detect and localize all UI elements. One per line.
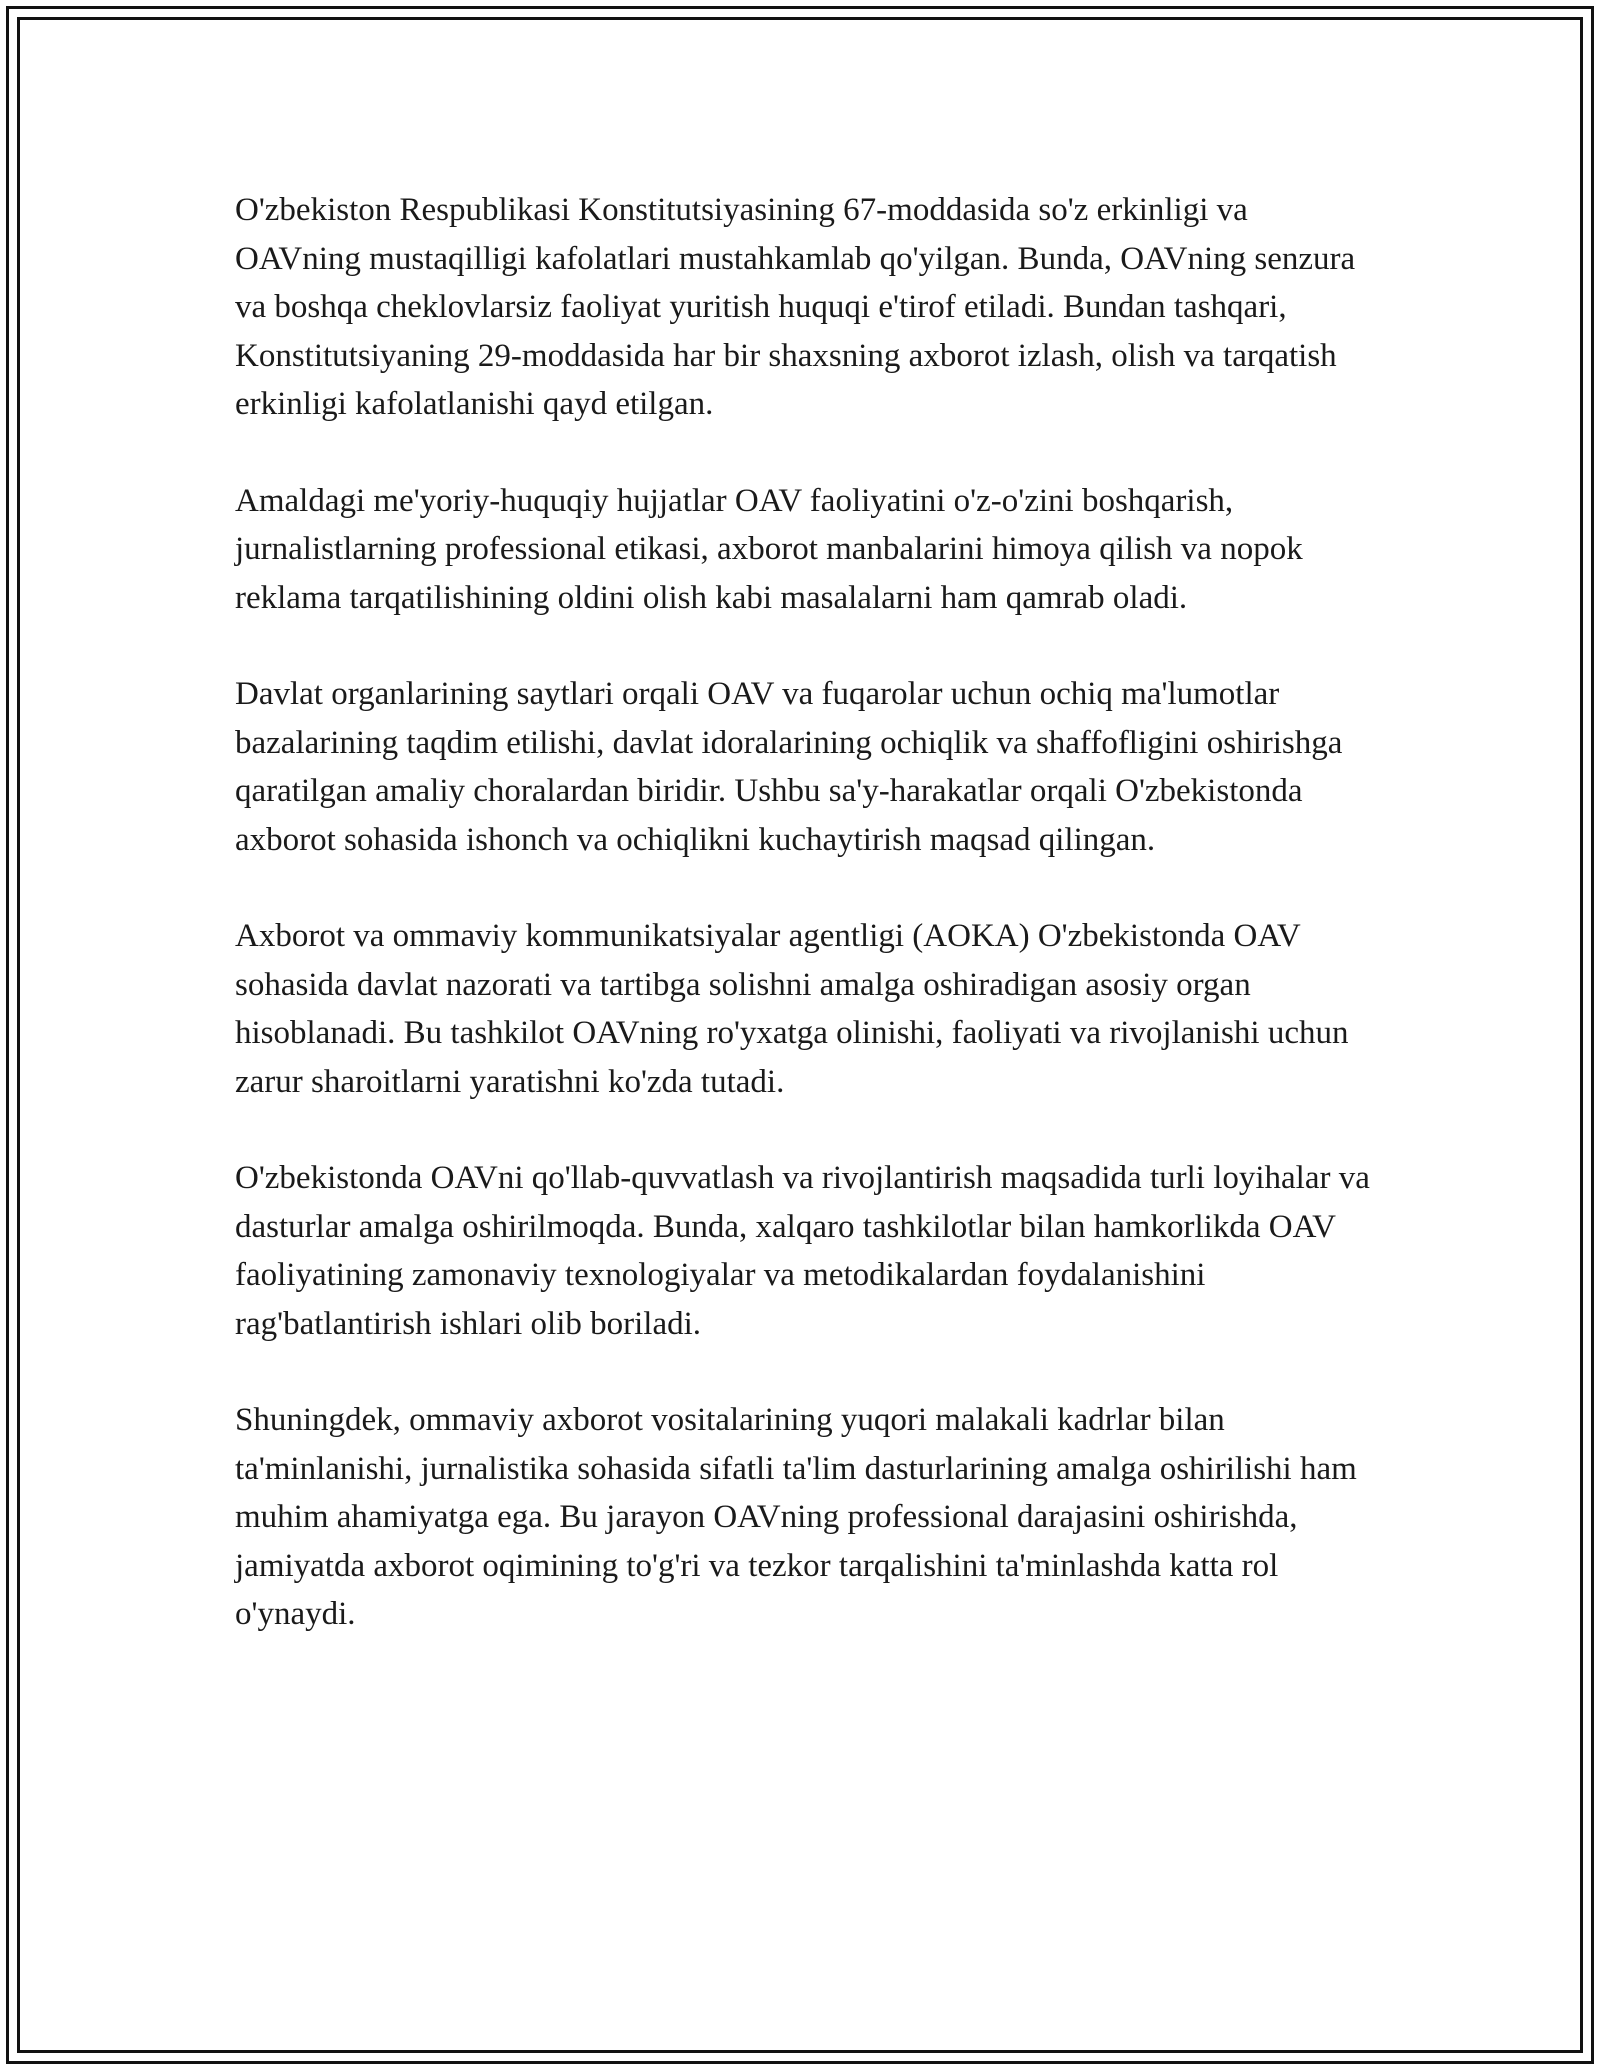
- paragraph-support-projects: O'zbekistonda OAVni qo'llab-quvvatlash va rivojlantirish maqsadida turli loyihalar va dasturlar amalga oshirilmoqda. Bunda, xalqaro tashkilotlar bilan hamkorlikda OAV faoliyatining zamonaviy texnologiyalar va metodikalardan foydalanishini rag'batlantirish ishlari olib boriladi.: [235, 1160, 1370, 1342]
- paragraph-aoka-agency: Axborot va ommaviy kommunikatsiyalar agentligi (AOKA) O'zbekistonda OAV sohasida davlat nazorati va tartibga solishni amalga oshiradigan asosiy organ hisoblanadi. Bu tashkilot OAVning ro'yxatga olinishi, faoliyati va rivojlanishi uchun zarur sharoitlarni yaratishni ko'zda tutadi.: [235, 918, 1349, 1100]
- paragraph-staff-training: Shuningdek, ommaviy axborot vositalarining yuqori malakali kadrlar bilan ta'minlanishi, jurnalistika sohasida sifatli ta'lim dasturlarining amalga oshirilishi ham muhim ahamiyatga ega. Bu jarayon OAVning professional darajasini oshirishda, jamiyatda axborot oqimining to'g'ri va tezkor tarqalishini ta'minlashda katta rol o'ynaydi.: [235, 1402, 1357, 1632]
- paragraph-normative-acts: Amaldagi me'yoriy-huquqiy hujjatlar OAV faoliyatini o'z-o'zini boshqarish, jurnalistlarning professional etikasi, axborot manbalarini himoya qilish va nopok reklama tarqatilishining oldini olish kabi masalalarni ham qamrab oladi.: [235, 482, 1303, 616]
- document-body: [235, 186, 1370, 1639]
- paragraph-open-data: Davlat organlarining saytlari orqali OAV va fuqarolar uchun ochiq ma'lumotlar bazalarining taqdim etilishi, davlat idoralarining ochiqlik va shaffofligini oshirishga qaratilgan amaliy choralardan biridir. Ushbu sa'y-harakatlar orqali O'zbekistonda axborot sohasida ishonch va ochiqlikni kuchaytirish maqsad qilingan.: [235, 676, 1343, 858]
- paragraph-constitution: O'zbekiston Respublikasi Konstitutsiyasining 67-moddasida so'z erkinligi va OAVning mustaqilligi kafolatlari mustahkamlab qo'yilgan. Bunda, OAVning senzura va boshqa cheklovlarsiz faoliyat yuritish huquqi e'tirof etiladi. Bundan tashqari, Konstitutsiyaning 29-moddasida har bir shaxsning axborot izlash, olish va tarqatish erkinligi kafolatlanishi qayd etilgan.: [235, 192, 1356, 422]
